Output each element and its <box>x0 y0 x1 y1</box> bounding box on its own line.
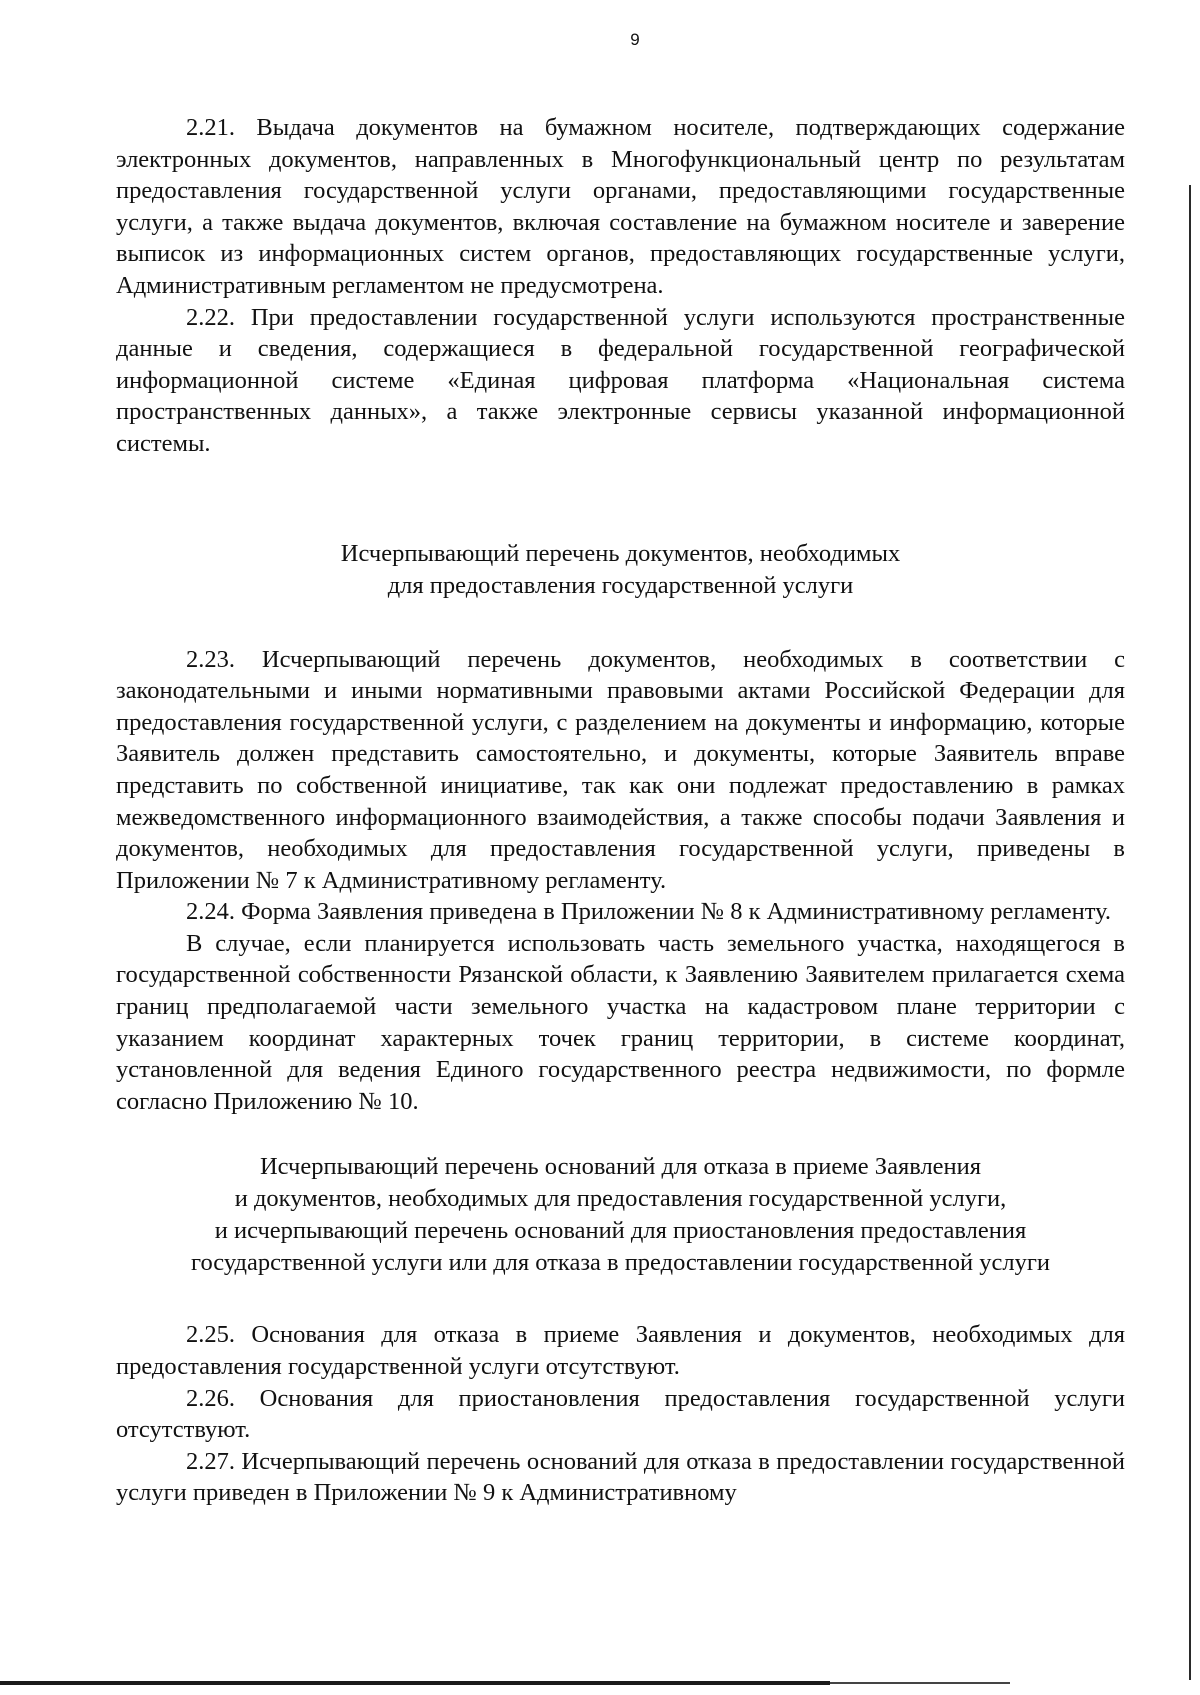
paragraph-2-27: 2.27. Исчерпывающий перечень оснований для отказа в предоставлении государственной услуги приведен в Приложении № 9 к Административному <box>116 1447 1125 1507</box>
section-heading-documents <box>116 538 1125 602</box>
heading-line: Исчерпывающий перечень документов, необходимых <box>340 539 901 567</box>
paragraph-2-22: 2.22. При предоставлении государственной услуги используются пространственные данные и сведения, содержащиеся в федеральной государственной географической информационной системе «Единая цифровая платформа «Национальная система пространственных данных», а также электронные сервисы указанной информационной системы. <box>116 303 1125 457</box>
paragraph-2-21: 2.21. Выдача документов на бумажном носителе, подтверждающих содержание электронных документов, направленных в Многофункциональный центр по результатам предоставления государственной услуги органами, предоставляющими государственные услуги, а также выдача документов, включая составление на бумажном носителе и заверение выписок из информационных систем органов, предоставляющих государственные услуги, Административным регламентом не предусмотрена. <box>116 114 1125 299</box>
paragraph-2-24: 2.24. Форма Заявления приведена в Приложении № 8 к Административному регламенту. <box>186 898 1112 926</box>
paragraph-2-23: 2.23. Исчерпывающий перечень документов, необходимых в соответствии с законодательными и иными нормативными правовыми актами Российской Федерации для предоставления государственной услуги, с разделением на документы и информацию, которые Заявитель должен представить самостоятельно, и документы, которые Заявитель вправе представить по собственной инициативе, так как они подлежат предоставлению в рамках межведомственного информационного взаимодействия, а также способы подачи Заявления и документов, необходимых для предоставления государственной услуги, приведены в Приложении № 7 к Административному регламенту. <box>116 645 1125 894</box>
scan-bottom-edge <box>0 1681 830 1685</box>
heading-line: и исчерпывающий перечень оснований для приостановления предоставления <box>214 1217 1027 1245</box>
paragraph-land-plot-scheme: В случае, если планируется использовать часть земельного участка, находящегося в государственной собственности Рязанской области, к Заявлению Заявителем прилагается схема границ предполагаемой части земельного участка на кадастровом плане территории с указанием координат характерных точек границ территории, в системе координат, установленной для ведения Единого государственного реестра недвижимости, по формле согласно Приложению № 10. <box>116 929 1125 1115</box>
heading-line: для предоставления государственной услуги <box>387 571 854 599</box>
paragraph-2-25: 2.25. Основания для отказа в приеме Заявления и документов, необходимых для предоставления государственной услуги отсутствуют. <box>116 1321 1125 1381</box>
heading-line: и документов, необходимых для предоставления государственной услуги, <box>234 1185 1007 1213</box>
section-heading-refusal-grounds <box>116 1151 1125 1279</box>
page-number: 9 <box>630 30 640 49</box>
heading-line: Исчерпывающий перечень оснований для отказа в приеме Заявления <box>259 1153 982 1181</box>
paragraph-2-26: 2.26. Основания для приостановления предоставления государственной услуги отсутствуют. <box>116 1384 1125 1444</box>
scan-bottom-edge-thin <box>830 1682 1010 1684</box>
document-body <box>116 112 1125 1509</box>
scan-edge-line <box>1189 185 1191 1680</box>
heading-line: государственной услуги или для отказа в предоставлении государственной услуги <box>191 1249 1050 1277</box>
